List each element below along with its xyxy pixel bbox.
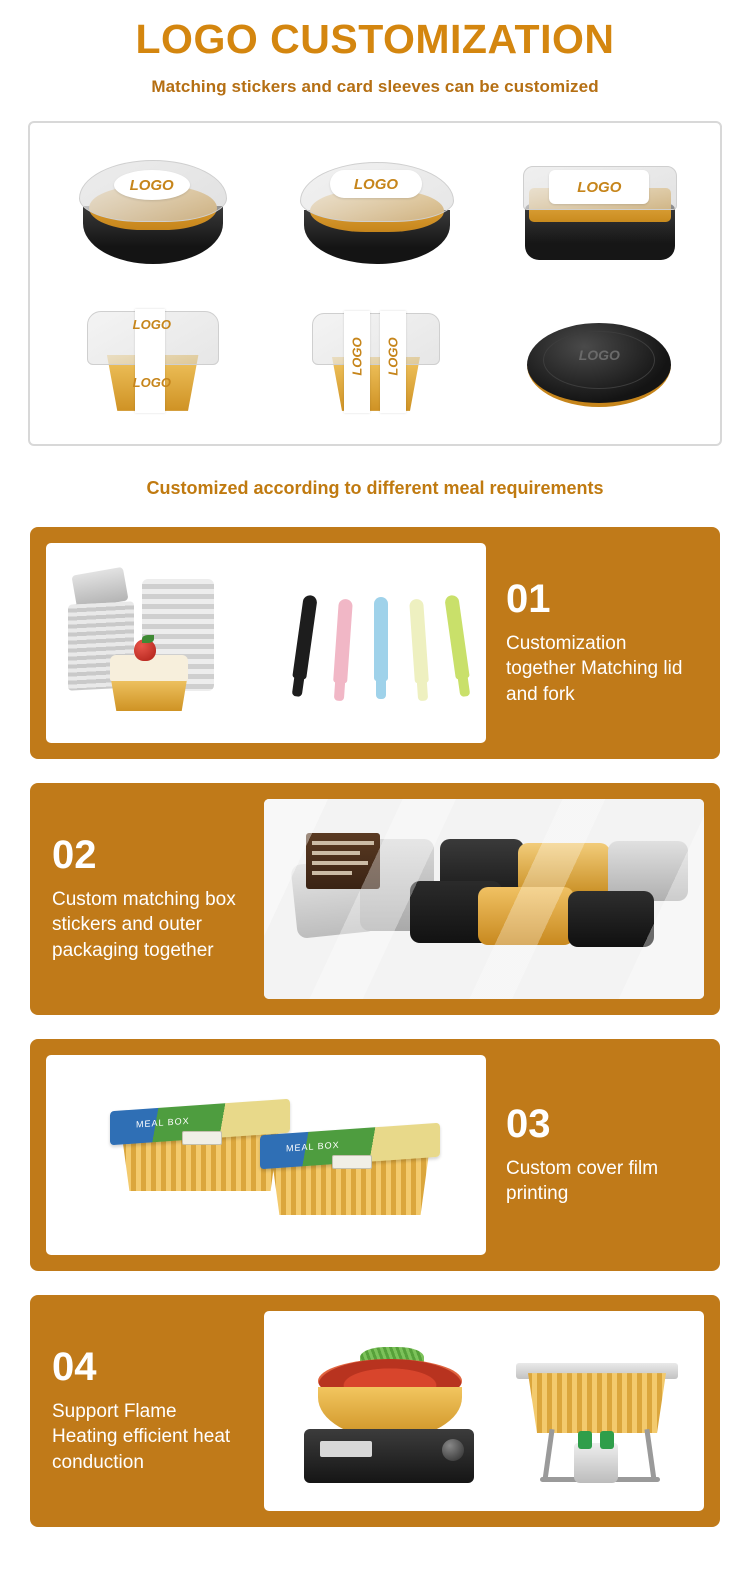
showcase-row-top	[40, 138, 710, 283]
feature-number: 01	[506, 576, 551, 621]
stove-knob	[442, 1439, 464, 1461]
stove-panel	[320, 1441, 372, 1457]
feature-card-list	[0, 527, 750, 1527]
product-black-round-lid-top-view	[503, 287, 693, 427]
product-black-round-bowl-wide-sleeve	[280, 140, 470, 280]
film-label	[182, 1131, 222, 1145]
stand-leg-right	[644, 1429, 656, 1481]
dome-lid	[312, 313, 440, 365]
product-gold-cup-dome-lid-sleeve	[57, 287, 247, 427]
gold-cup-base	[326, 357, 426, 411]
feature-description: Custom matching box stickers and outer packaging together	[52, 888, 236, 961]
stand-leg-left	[542, 1429, 554, 1481]
logo-text-bottom: LOGO	[132, 374, 171, 390]
feature-description: Customization together Matching lid and fork	[506, 632, 683, 705]
product-black-rectangular-container	[503, 140, 693, 280]
fuel-canister	[574, 1443, 618, 1483]
feature-card-03	[30, 1039, 720, 1271]
feature-card-04-text	[46, 1344, 250, 1476]
page-subtitle: Matching stickers and card sleeves can be customized	[151, 77, 599, 97]
sealed-tray-front	[260, 1123, 440, 1219]
product-gold-cup-double-sleeve	[280, 287, 470, 427]
logo-text-left: LOGO	[349, 337, 365, 376]
feature-card-04	[30, 1295, 720, 1527]
feature-card-01-text	[500, 576, 704, 708]
lids-trays-and-forks-photo	[46, 543, 486, 743]
film-print-text: MEAL BOX	[286, 1139, 340, 1154]
showcase-row-bottom	[40, 284, 710, 429]
fork-black	[292, 595, 318, 680]
section-heading: Customized according to different meal requirements	[146, 478, 604, 499]
fork-blue	[374, 597, 388, 681]
feature-number: 03	[506, 1101, 551, 1146]
feature-card-01	[30, 527, 720, 759]
feature-number: 02	[52, 832, 97, 877]
bagged-assorted-containers-photo	[264, 799, 704, 999]
product-showcase	[28, 121, 722, 446]
fork-green	[444, 595, 470, 680]
sealed-printed-film-trays-photo	[46, 1055, 486, 1255]
film-print-text: MEAL BOX	[136, 1115, 190, 1130]
fork-pink	[333, 599, 353, 684]
plastic-wrap-sheen	[264, 799, 704, 999]
logo-embossed: LOGO	[578, 346, 620, 363]
feature-card-03-text	[500, 1101, 704, 1207]
gold-chafing-tray	[522, 1373, 672, 1433]
feature-card-02-text	[46, 832, 250, 964]
logo-sticker: LOGO	[549, 170, 649, 204]
page-title: LOGO CUSTOMIZATION	[135, 16, 615, 62]
product-black-round-bowl-gold-lid	[57, 140, 247, 280]
photo-background	[264, 799, 704, 999]
flame-heating-stove-and-chafing-tray-photo	[264, 1311, 704, 1511]
logo-text-right: LOGO	[385, 337, 401, 376]
logo-sticker: LOGO	[330, 170, 422, 198]
fuel-cap-left	[578, 1431, 592, 1449]
feature-description: Custom cover film printing	[506, 1157, 659, 1205]
fork-cream	[409, 599, 429, 684]
feature-description: Support Flame Heating efficient heat conduction	[52, 1400, 231, 1473]
fuel-cap-right	[600, 1431, 614, 1449]
film-label	[332, 1155, 372, 1169]
feature-card-02	[30, 783, 720, 1015]
feature-number: 04	[52, 1344, 97, 1389]
logo-sticker: LOGO	[114, 170, 190, 200]
logo-text-top: LOGO	[132, 316, 171, 332]
